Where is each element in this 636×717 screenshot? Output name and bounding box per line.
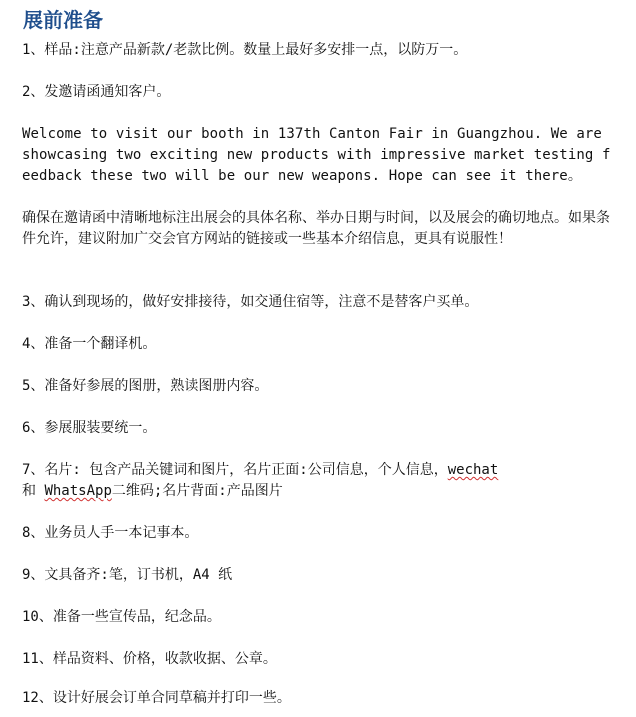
item-1-samples: 1、样品:注意产品新款/老款比例。数量上最好多安排一点，以防万一。: [22, 42, 468, 58]
item-9-stationery: 9、文具备齐:笔，订书机，A4 纸: [22, 567, 233, 583]
page-title: 展前准备: [23, 8, 103, 32]
item-7-business-card: [22, 460, 612, 502]
invitation-english-text: Welcome to visit our booth in 137th Canton Fair in Guangzhou. We are showcasing two exciting new products with impressive market testing feedback these two will be our new weapons. Hope can see it there。: [22, 126, 611, 184]
item-7-text-b: 和: [22, 483, 45, 499]
item-8-notebook: 8、业务员人手一本记事本。: [22, 525, 199, 541]
whatsapp-word: WhatsApp: [44, 483, 112, 499]
wechat-word: wechat: [447, 462, 499, 478]
item-5-catalog: 5、准备好参展的图册，熟读图册内容。: [22, 378, 269, 394]
item-10-promo: 10、准备一些宣传品，纪念品。: [22, 609, 221, 625]
item-3-reception: 3、确认到现场的，做好安排接待，如交通住宿等，注意不是替客户买单。: [22, 294, 479, 310]
item-12-contract: 12、设计好展会订单合同草稿并打印一些。: [22, 690, 291, 706]
item-6-uniform: 6、参展服装要统一。: [22, 420, 157, 436]
item-11-documents: 11、样品资料、价格，收款收据、公章。: [22, 651, 277, 667]
item-7-text-c: 二维码;名片背面:产品图片: [111, 483, 283, 499]
invitation-note: 确保在邀请函中清晰地标注出展会的具体名称、举办日期与时间，以及展会的确切地点。如果条件允许，建议附加广交会官方网站的链接或一些基本介绍信息，更具有说服性！: [22, 210, 610, 247]
item-4-translator: 4、准备一个翻译机。: [22, 336, 157, 352]
item-7-text-a: 7、名片: 包含产品关键词和图片，名片正面:公司信息，个人信息，: [22, 462, 448, 478]
item-2-invitation: 2、发邀请函通知客户。: [22, 84, 171, 100]
